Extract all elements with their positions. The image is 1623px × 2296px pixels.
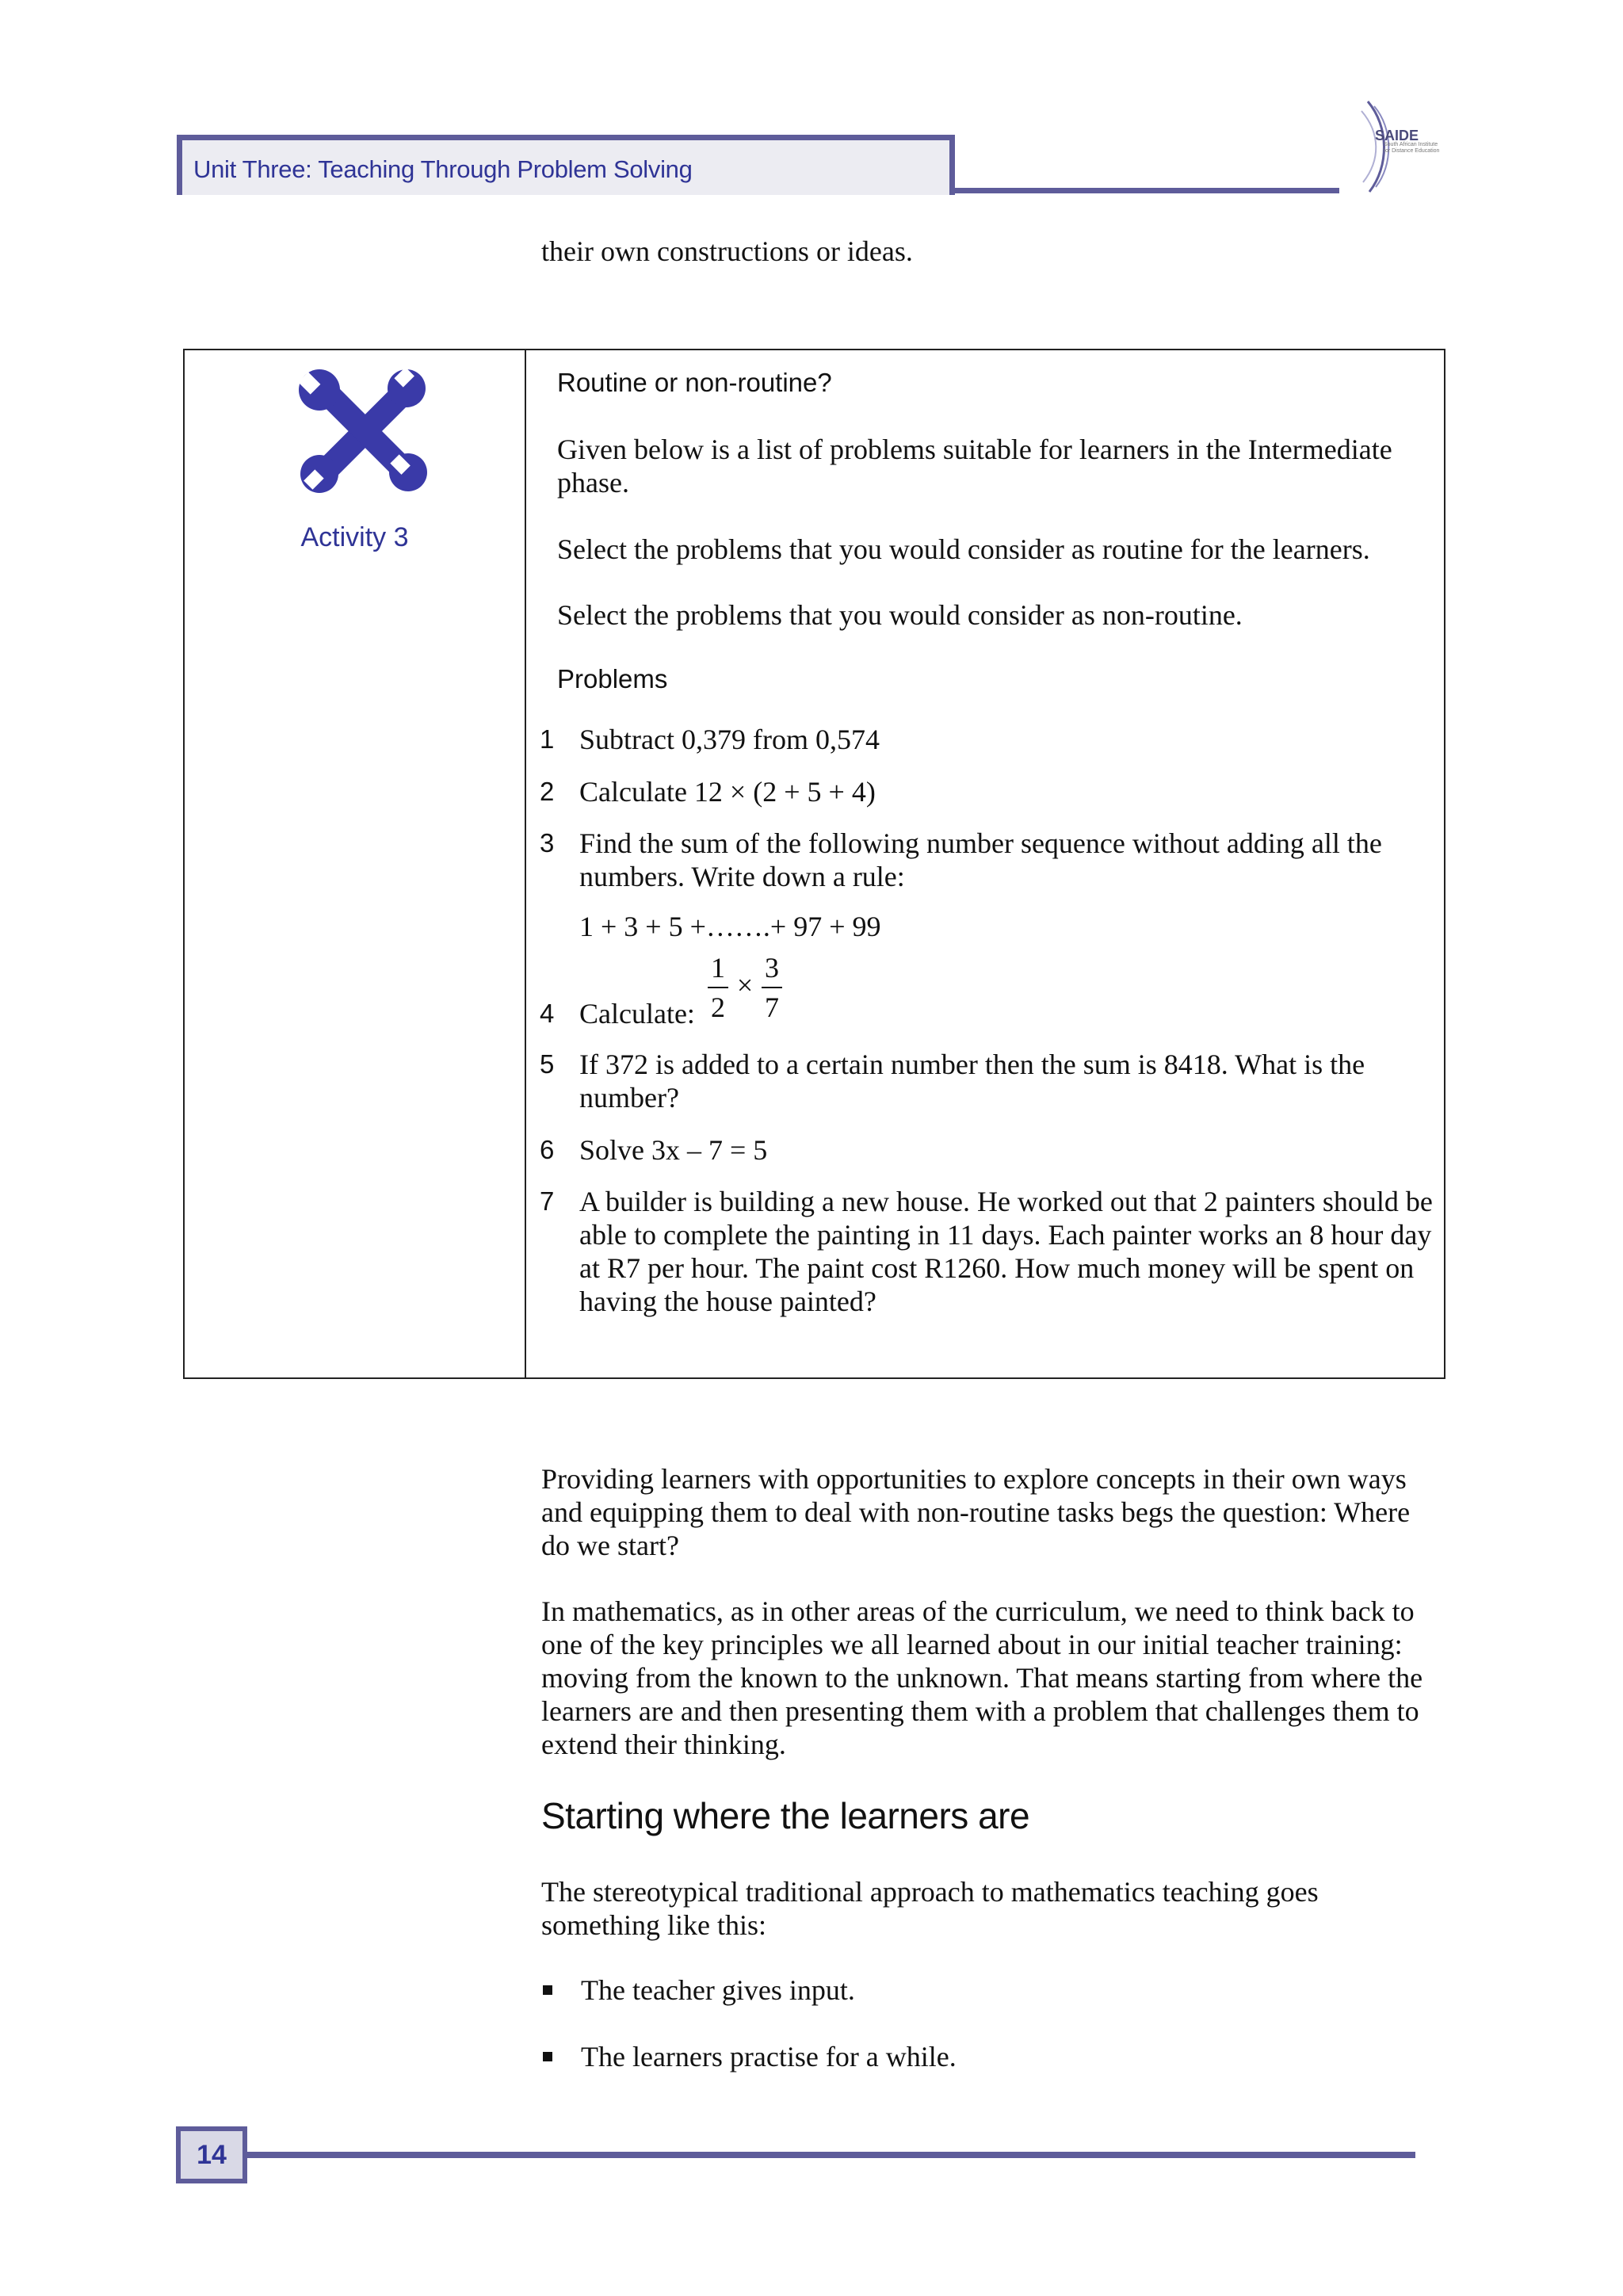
problem-text: If 372 is added to a certain number then the sum is 8418. What is the number? (579, 1049, 1365, 1114)
fraction-bar (762, 987, 782, 988)
multiply-sign: × (736, 969, 754, 1001)
problem-text: Solve 3x – 7 = 5 (579, 1134, 768, 1166)
body-paragraph: Providing learners with opportunities to explore concepts in their own ways and equipping them to deal with non-routine tasks begs the question: Where do we start? (541, 1463, 1411, 1561)
problem-text: Subtract 0,379 from 0,574 (579, 724, 880, 755)
fraction-numerator: 3 (765, 952, 779, 984)
intro-line: their own constructions or ideas. (541, 235, 913, 267)
header-rule (949, 188, 1339, 193)
activity-box (183, 349, 1445, 1379)
section-heading: Starting where the learners are (541, 1795, 1030, 1836)
activity-paragraph: Given below is a list of problems suitable for learners in the Intermediate phase. (557, 434, 1392, 499)
problem-number: 1 (540, 724, 555, 754)
fraction-denominator: 2 (711, 991, 725, 1023)
logo-text: SAIDE (1375, 128, 1419, 143)
problem-text: A builder is building a new house. He worked out that 2 painters should be able to complete the painting in 11 days. Each painter works an 8 hour day at R7 per hour. The paint cost R1260. How much money will be spent on having the house painted? (579, 1186, 1433, 1317)
problem-number: 3 (540, 828, 555, 858)
activity-paragraph: Select the problems that you would consider as non-routine. (557, 599, 1243, 631)
fraction-bar (708, 987, 728, 988)
svg-text:South African Institute: South African Institute (1384, 142, 1438, 147)
fraction-three-sevenths (762, 951, 782, 1024)
fraction-denominator: 7 (765, 991, 779, 1023)
bullet-item: The teacher gives input. (581, 1974, 855, 2006)
problem-number: 5 (540, 1049, 555, 1079)
problem-number: 2 (540, 777, 555, 806)
tools-icon (296, 368, 430, 495)
problems-heading: Problems (557, 664, 668, 693)
body-paragraph: In mathematics, as in other areas of the curriculum, we need to think back to one of the key principles we all learned about in our initial teacher training: moving from the known to the unknown. That means starting from where the learners are and then presenting them with a problem that challenges them to extend their thinking. (541, 1595, 1423, 1760)
svg-text:for Distance Education: for Distance Education (1384, 148, 1440, 154)
problem-number: 7 (540, 1186, 555, 1216)
number-sequence: 1 + 3 + 5 +…….+ 97 + 99 (579, 911, 881, 942)
activity-heading: Routine or non-routine? (557, 368, 832, 397)
bullet-item: The learners practise for a while. (581, 2041, 957, 2073)
unit-title: Unit Three: Teaching Through Problem Solving (193, 155, 693, 183)
section-intro: The stereotypical traditional approach to mathematics teaching goes something like this: (541, 1876, 1319, 1941)
problem-number: 4 (540, 999, 555, 1028)
page-number: 14 (176, 2126, 247, 2183)
saide-logo (1354, 95, 1440, 198)
problem-text: Calculate: (579, 998, 695, 1030)
problem-text: Find the sum of the following number sequence without adding all the numbers. Write down a rule: (579, 827, 1382, 892)
problem-text: Calculate 12 × (2 + 5 + 4) (579, 776, 876, 808)
activity-divider (525, 350, 526, 1377)
activity-label: Activity 3 (300, 522, 409, 552)
activity-paragraph: Select the problems that you would consider as routine for the learners. (557, 533, 1370, 565)
bullet-icon (543, 1985, 552, 1995)
bullet-icon (543, 2052, 552, 2061)
fraction-numerator: 1 (711, 952, 725, 984)
fraction-one-half (708, 951, 728, 1024)
footer-rule (247, 2152, 1415, 2158)
problem-number: 6 (540, 1135, 555, 1164)
